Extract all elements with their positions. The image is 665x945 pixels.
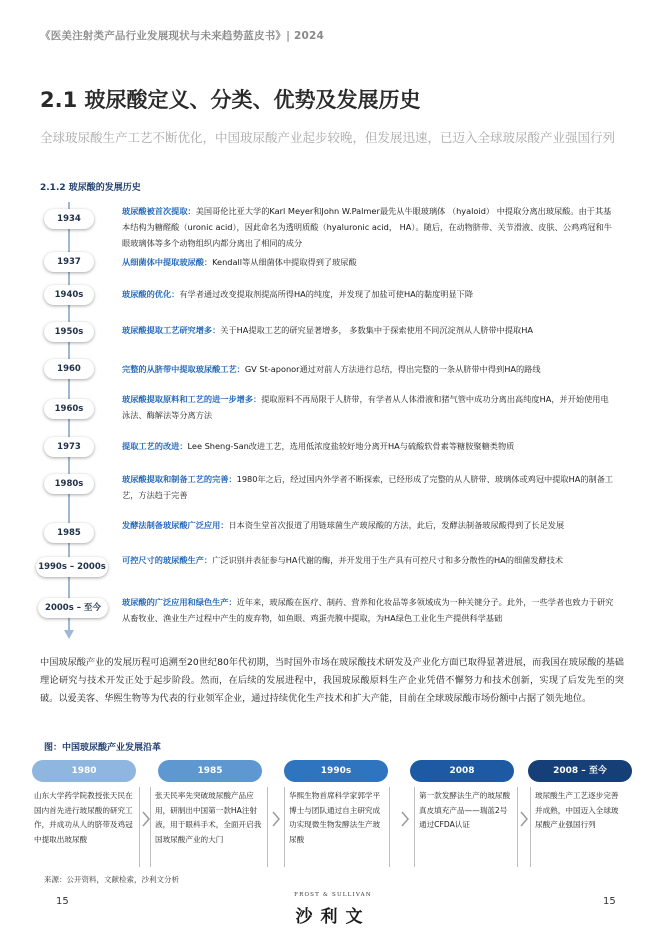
page-number-left: 15 [56, 896, 69, 907]
timeline-entry-text: 美国哥伦比亚大学的Karl Meyer和John W.Palmer最先从牛眼玻璃体 （hyaloid） 中提取分离出玻尿酸。由于其基本结构为糖醛酸（uronic acid），因此命名为透明质酸（hyaluronic acid， HA）。随后，在动物脐带、关节滑液、皮肤、公鸡鸡冠和牛眼玻璃体等多个动物组织内都分离出了相同的成分 [122, 206, 612, 248]
timeline-entry-text: 广泛识别并表征参与HA代谢的酶，并开发用于生产具有可控尺寸和多分散性的HA的细菌发酵技术 [212, 555, 564, 565]
chevron-right-icon [271, 810, 281, 828]
timeline-entry-text: 有学者通过改变提取剂提高所得HA的纯度，并发现了加盐可使HA的黏度明显下降 [179, 289, 474, 299]
timeline-entry-text: GV St-aponor通过对前人方法进行总结，得出完整的一条从脐带中得到HA的路线 [244, 364, 541, 374]
timeline-year: 1937 [44, 252, 94, 272]
page-number-right: 15 [603, 896, 616, 907]
timeline-year: 1973 [44, 437, 94, 457]
timeline-entry-text: 日本资生堂首次报道了用链球菌生产玻尿酸的方法，此后，发酵法制备玻尿酸得到了长足发展 [228, 520, 565, 530]
timeline-entry-text: 关于HA提取工艺的研究显著增多， 多数集中于探索使用不同沉淀剂从人脐带中提取HA [220, 325, 533, 335]
figure-caption: 图：中国玻尿酸产业发展沿革 [44, 743, 162, 753]
stage-card: 张天民率先突破玻尿酸产品应用，研制出中国第一款HA注射液，用于眼科手术，全面开启我国玻尿酸产业的大门 [150, 787, 268, 867]
timeline-entry [122, 471, 614, 503]
timeline-year: 1990s – 2000s [36, 557, 108, 577]
timeline-entry-text: Lee Sheng-San改进工艺，选用低浓度盐较好地分离开HA与硫酸软骨素等糖胺聚糖类物质 [187, 441, 515, 451]
timeline-entry-key: 玻尿酸的广泛应用和绿色生产： [122, 597, 237, 607]
timeline-year: 1985 [44, 523, 94, 543]
timeline-year: 1934 [44, 209, 94, 229]
timeline-entry-key: 玻尿酸被首次提取： [122, 206, 196, 216]
timeline-arrow-icon [64, 630, 74, 639]
timeline-entry-key: 完整的从脐带中提取玻尿酸工艺： [122, 364, 245, 374]
chevron-right-icon [400, 810, 410, 828]
timeline-entry [122, 322, 614, 338]
report-header: 《医美注射类产品行业发展现状与未来趋势蓝皮书》| 2024 [40, 30, 325, 42]
timeline-year: 1980s [44, 474, 94, 494]
timeline-entry [122, 254, 614, 270]
timeline-entry [122, 438, 614, 454]
timeline-entry-text: 近年来，玻尿酸在医疗、制药、营养和化妆品等多领域成为一种关键分子。此外，一些学者也致力于研究从畜牧业、渔业生产过程中产生的废弃物，如鱼眼、鸡蛋壳膜中提取，为HA绿色工业化生产提供科学基础 [122, 597, 614, 623]
timeline-entry [122, 286, 614, 302]
stage-card: 第一款发酵法生产的玻尿酸真皮填充产品——瑞蓝2号通过CFDA认证 [414, 787, 518, 867]
timeline-entry-key: 玻尿酸提取原料和工艺的进一步增多： [122, 394, 262, 404]
shaliwen-logo: 沙利文 [295, 907, 371, 927]
timeline-entry-text: Kendall等从细菌体中提取得到了玻尿酸 [212, 257, 357, 267]
page-title: 2.1 玻尿酸定义、分类、优势及发展历史 [40, 88, 421, 112]
timeline-entry [122, 594, 614, 626]
timeline-entry-key: 从细菌体中提取玻尿酸： [122, 257, 213, 267]
timeline-entry-text: 1980年之后，经过国内外学者不断探索，已经形成了完整的从人脐带、玻璃体或鸡冠中提取HA的制备工艺，方法趋于完善 [122, 474, 614, 500]
stage-pill: 2008 – 至今 [528, 760, 632, 782]
frost-sullivan-logo: FROST & SULLIVAN [294, 892, 372, 898]
timeline-entry-key: 发酵法制备玻尿酸广泛应用： [122, 520, 229, 530]
timeline-entry [122, 517, 614, 533]
stage-card: 玻尿酸生产工艺逐步完善并成熟，中国迈入全球玻尿酸产业强国行列 [530, 787, 630, 867]
timeline-entry [122, 361, 614, 377]
timeline-entry-key: 玻尿酸提取和制备工艺的完善： [122, 474, 237, 484]
timeline-entry [122, 203, 614, 251]
timeline-entry-key: 提取工艺的改进： [122, 441, 188, 451]
stage-card: 山东大学药学院教授张天民在国内首先进行玻尿酸的研究工作，并成功从人的脐带及鸡冠中提取出玻尿酸 [30, 787, 140, 867]
stage-pill: 2008 [410, 760, 514, 782]
stage-pill: 1990s [284, 760, 388, 782]
timeline-year: 1950s [44, 322, 94, 342]
body-paragraph: 中国玻尿酸产业的发展历程可追溯至20世纪80年代初期，当时国外市场在玻尿酸技术研发及产业化方面已取得显著进展，而我国在玻尿酸的基础理论研究与技术开发正处于起步阶段。然而，在后续的发展进程中，我国玻尿酸原料生产企业凭借不懈努力和技术创新，实现了后发先至的突破。以爱美客、华熙生物等为代表的行业领军企业，通过持续优化生产技术和扩大产能，目前在全球玻尿酸市场份额中占据了领先地位。 [40, 657, 624, 704]
timeline-entry-text: 提取原料不再局限于人脐带，有学者从人体滑液和猪气管中成功分离出高纯度HA，并开始使用电泳法、酶解法等分离方法 [122, 394, 609, 420]
timeline-year: 1960 [44, 359, 94, 379]
chevron-right-icon [519, 810, 529, 828]
page-subtitle: 全球玻尿酸生产工艺不断优化，中国玻尿酸产业起步较晚，但发展迅速，已迈入全球玻尿酸产业强国行列 [40, 130, 616, 145]
timeline-entry [122, 391, 614, 423]
timeline-year: 1940s [44, 285, 94, 305]
source-note: 来源：公开资料，文献检索，沙利文分析 [44, 875, 179, 884]
timeline-entry-key: 玻尿酸的优化： [122, 289, 180, 299]
timeline-entry [122, 552, 614, 568]
stage-card: 华熙生物首席科学家郭学平博士与团队通过自主研究成功实现微生物发酵法生产玻尿酸 [284, 787, 390, 867]
timeline-entry-key: 可控尺寸的玻尿酸生产： [122, 555, 213, 565]
stage-pill: 1980 [32, 760, 136, 782]
chevron-right-icon [141, 810, 151, 828]
timeline-year: 1960s [44, 399, 94, 419]
timeline-year: 2000s – 至今 [38, 598, 108, 618]
section-heading: 2.1.2 玻尿酸的发展历史 [40, 183, 141, 193]
stage-pill: 1985 [158, 760, 262, 782]
timeline-entry-key: 玻尿酸提取工艺研究增多： [122, 325, 221, 335]
